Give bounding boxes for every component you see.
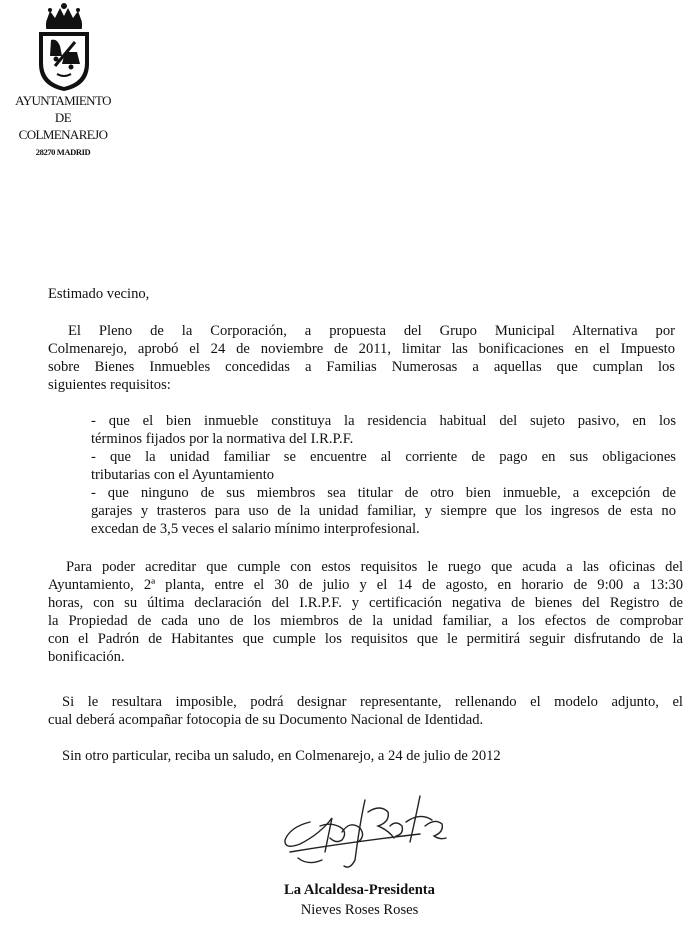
paragraph-2-line: Ayuntamiento, 2ª planta, entre el 30 de julio y el 14 de agosto, en horario de 9:00 a 13:30 xyxy=(48,577,683,593)
paragraph-2 xyxy=(48,558,683,666)
paragraph-3-line: cual deberá acompañar fotocopia de su Documento Nacional de Identidad. xyxy=(48,712,484,728)
signer-name: Nieves Roses Roses xyxy=(300,902,419,918)
signer-title: La Alcaldesa-Presidenta xyxy=(284,882,435,898)
paragraph-2-line: la Propiedad de cada uno de los miembros de la unidad familiar, a los efectos de comprobar xyxy=(48,613,683,629)
requirement-line: términos fijados por la normativa del I.R.P.F. xyxy=(91,431,354,447)
paragraph-1 xyxy=(48,322,675,394)
greeting: Estimado vecino, xyxy=(48,286,150,302)
paragraph-1-line: sobre Bienes Inmuebles concedidas a Familias Numerosas a aquellas que cumplan los xyxy=(48,359,675,375)
paragraph-2-line: Para poder acreditar que cumple con estos requisitos le ruego que acuda a las oficinas del xyxy=(66,559,683,575)
org-name-line3: COLMENAREJO xyxy=(18,127,108,142)
requirement-line: tributarias con el Ayuntamiento xyxy=(91,467,275,483)
paragraph-3 xyxy=(48,693,683,729)
requirement-line: - que el bien inmueble constituya la residencia habitual del sujeto pasivo, en los xyxy=(91,413,676,429)
coat-of-arms-icon xyxy=(33,2,95,92)
org-name-line2: DE xyxy=(54,110,72,125)
paragraph-2-line: horas, con su última declaración del I.R.P.F. y certificación negativa de bienes del Registro de xyxy=(48,595,683,611)
org-name-line1: AYUNTAMIENTO xyxy=(15,93,111,108)
requirement-line: - que la unidad familiar se encuentre al corriente de pago en sus obligaciones xyxy=(91,449,676,465)
paragraph-1-line: Colmenarejo, aprobó el 24 de noviembre de 2011, limitar las bonificaciones en el Impuesto xyxy=(48,341,675,357)
paragraph-2-line: bonificación. xyxy=(48,649,125,665)
paragraph-3-line: Si le resultara imposible, podrá designar representante, rellenando el modelo adjunto, el xyxy=(62,694,683,710)
handwritten-signature-icon xyxy=(270,782,460,872)
requirement-line: - que ninguno de sus miembros sea titular de otro bien inmueble, a excepción de xyxy=(91,485,676,501)
paragraph-1-line: siguientes requisitos: xyxy=(48,377,171,393)
paragraph-2-line: con el Padrón de Habitantes que cumple los requisitos que le permitirá seguir disfrutando de la xyxy=(48,631,683,647)
paragraph-1-line: El Pleno de la Corporación, a propuesta del Grupo Municipal Alternativa por xyxy=(68,323,675,339)
requirement-line: excedan de 3,5 veces el salario mínimo interprofesional. xyxy=(91,521,420,537)
requirement-line: garajes y trasteros para uso de la unidad familiar, y siempre que los ingresos de esta no xyxy=(91,503,676,519)
requirements-list xyxy=(91,412,676,538)
closing-line: Sin otro particular, reciba un saludo, en Colmenarejo, a 24 de julio de 2012 xyxy=(62,748,501,764)
org-postal-address: 28270 MADRID xyxy=(35,147,91,157)
